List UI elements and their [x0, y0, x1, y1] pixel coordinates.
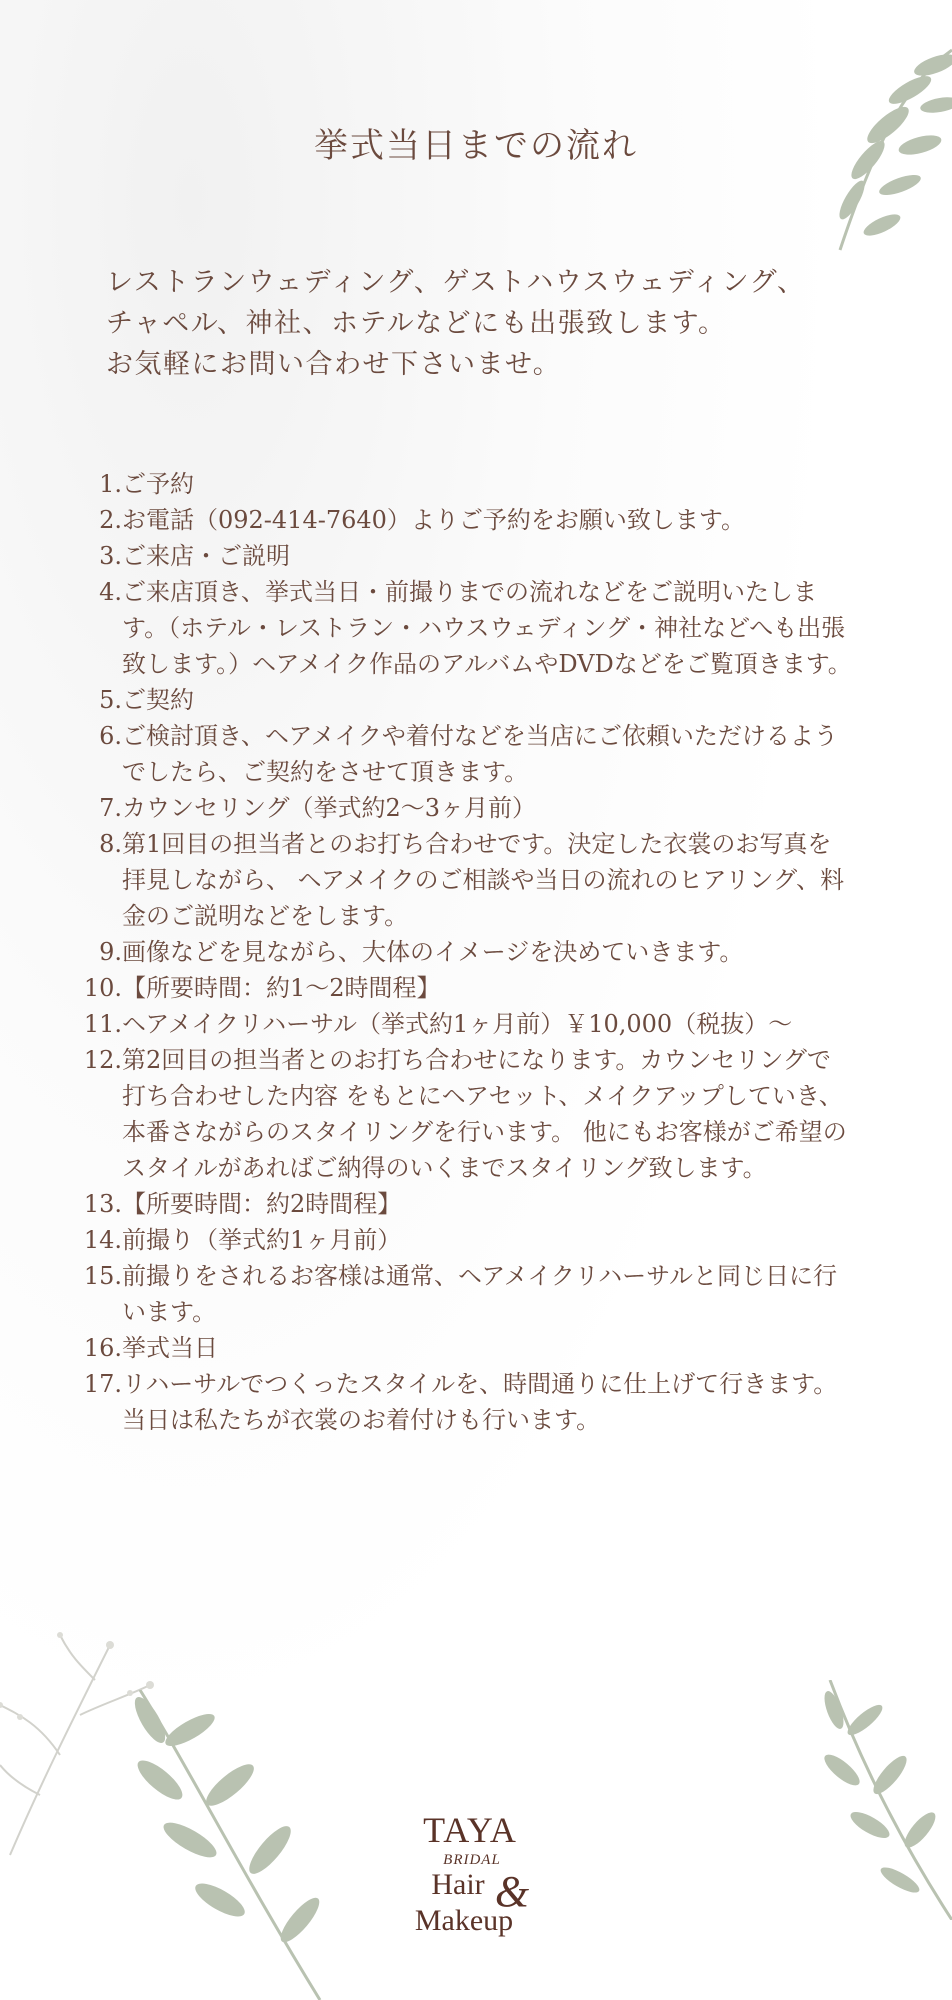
step-text: ご契約 [122, 686, 194, 714]
step-text: リハーサルでつくったスタイルを、時間通りに仕上げて行きます。 当日は私たちが衣裳のお着付けも行います。 [122, 1370, 838, 1434]
step-text: 前撮り（挙式約1ヶ月前） [122, 1226, 402, 1254]
step-text: 第2回目の担当者とのお打ち合わせになります。カウンセリングで打ち合わせした内容 をもとにヘアセット、メイクアップしていき、本番さながらのスタイリングを行います。 他にもお客様がご希望のスタイルがあればご納得のいくまでスタイリング致します。 [122, 1046, 847, 1182]
step-text: 【所要時間：約1～2時間程】 [122, 974, 441, 1002]
step-text: お電話（092-414-7640）よりご予約をお願い致します。 [122, 506, 745, 534]
step-text: ご来店・ご説明 [122, 542, 290, 570]
step-number: 3. [99, 542, 122, 570]
step-item [74, 1186, 894, 1222]
step-number: 15. [83, 1262, 122, 1290]
step-number: 17. [83, 1370, 122, 1398]
step-text: ヘアメイクリハーサル（挙式約1ヶ月前）￥10,000（税抜）～ [122, 1010, 793, 1038]
step-text: 第1回目の担当者とのお打ち合わせです。決定した衣裳のお写真を拝見しながら、 ヘアメイクのご相談や当日の流れのヒアリング、料金のご説明などをします。 [122, 830, 845, 930]
step-number: 7. [99, 794, 122, 822]
step-item [74, 934, 894, 970]
step-number: 1. [99, 470, 122, 498]
step-text: 挙式当日 [122, 1334, 218, 1362]
step-text: ご検討頂き、ヘアメイクや着付などを当店にご依頼いただけるようでしたら、ご契約をさせて頂きます。 [122, 722, 838, 786]
logo-line-makeup: Makeup [414, 1904, 514, 1937]
leaf-branch-bottom-right-icon [820, 1680, 952, 1920]
step-number: 6. [99, 722, 122, 750]
logo-line-bridal: BRIDAL [443, 1852, 501, 1868]
intro-text [106, 262, 886, 385]
step-item [74, 826, 894, 934]
step-number: 8. [99, 830, 122, 858]
step-item [74, 1006, 894, 1042]
step-item [74, 682, 894, 718]
taya-bridal-logo [400, 1808, 550, 1948]
step-item [74, 1222, 894, 1258]
step-item [74, 718, 894, 790]
step-number: 5. [99, 686, 122, 714]
logo-ampersand: & [494, 1867, 530, 1916]
step-item [74, 538, 894, 574]
intro-line: レストランウェディング、ゲストハウスウェディング、 [106, 267, 806, 298]
logo-line-taya: TAYA [423, 1810, 517, 1850]
step-item [74, 574, 894, 682]
step-number: 11. [83, 1010, 122, 1038]
step-text: 画像などを見ながら、大体のイメージを決めていきます。 [122, 938, 744, 966]
step-number: 12. [83, 1046, 122, 1074]
intro-line: お気軽にお問い合わせ下さいませ。 [106, 349, 562, 380]
step-number: 10. [83, 974, 122, 1002]
page-title: 挙式当日までの流れ [314, 126, 638, 166]
step-item [74, 1330, 894, 1366]
step-item [74, 1042, 894, 1186]
step-item [74, 502, 894, 538]
logo-line-hair: Hair [431, 1868, 485, 1901]
step-item [74, 1366, 894, 1438]
step-item [74, 790, 894, 826]
step-text: 【所要時間：約2時間程】 [122, 1190, 402, 1218]
step-item [74, 970, 894, 1006]
step-number: 2. [99, 506, 122, 534]
step-item [74, 1258, 894, 1330]
intro-line: チャペル、神社、ホテルなどにも出張致します。 [106, 308, 727, 339]
leaf-branch-bottom-left-icon [120, 1690, 350, 2000]
step-item [74, 466, 894, 502]
step-number: 14. [83, 1226, 122, 1254]
steps-list [74, 466, 894, 1438]
step-number: 13. [83, 1190, 122, 1218]
step-text: ご来店頂き、挙式当日・前撮りまでの流れなどをご説明いたします。（ホテル・レストラン・ハウスウェディング・神社などへも出張致します。）ヘアメイク作品のアルバムやDVDなどをご覧頂きます。 [122, 578, 852, 678]
step-number: 16. [83, 1334, 122, 1362]
step-number: 4. [99, 578, 122, 606]
step-number: 9. [99, 938, 122, 966]
step-text: カウンセリング（挙式約2～3ヶ月前） [122, 794, 537, 822]
step-text: ご予約 [122, 470, 194, 498]
step-text: 前撮りをされるお客様は通常、ヘアメイクリハーサルと同じ日に行います。 [122, 1262, 837, 1326]
